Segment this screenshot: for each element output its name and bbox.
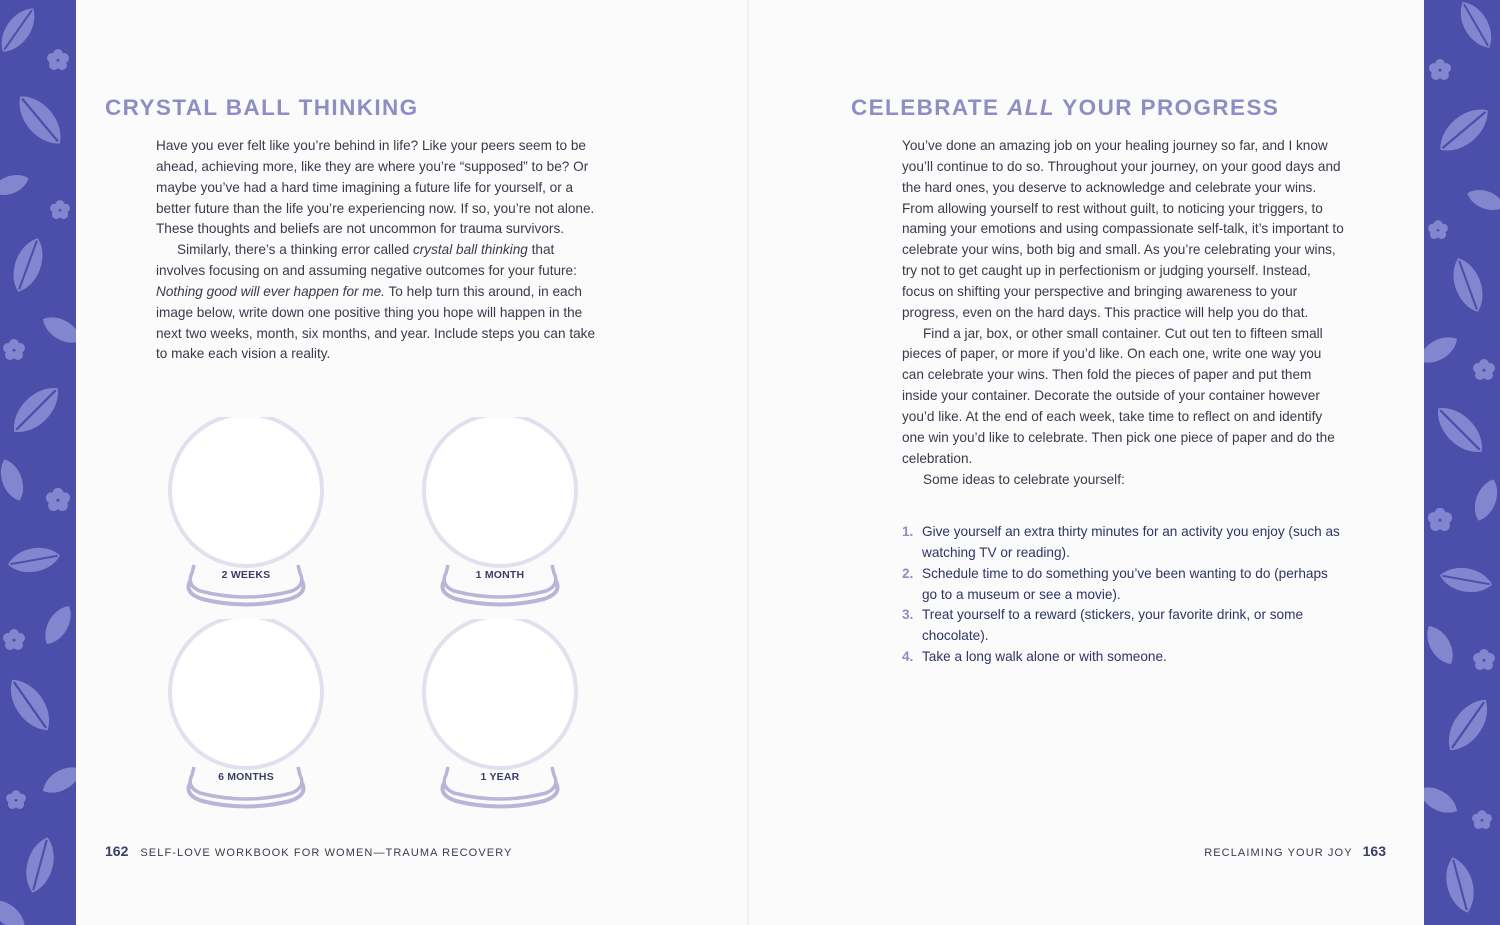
- list-text: Treat yourself to a reward (stickers, your favorite drink, or some chocolate).: [922, 607, 1304, 644]
- heading-part: CELEBRATE: [851, 95, 1008, 120]
- page-number: 163: [1362, 843, 1386, 859]
- globe-label: 1 YEAR: [480, 771, 520, 783]
- paragraph-crystal-ball: [156, 240, 601, 365]
- paragraph-intro: Have you ever felt like you’re behind in life? Like your peers seem to be ahead, achieving more, like they are where you’re “supposed” to be? Or maybe you’ve had a hard time imagining a future life for yourself, or a better future than the life you’re experiencing now. If so, you’re not alone. These thoughts and beliefs are not uncommon for trauma survivors.: [156, 138, 595, 237]
- leaf-pattern-icon: [0, 0, 76, 925]
- page-number: 162: [105, 843, 129, 859]
- list-number: 4.: [902, 649, 914, 665]
- heading-emphasis: ALL: [1007, 95, 1056, 120]
- footer-right: [1204, 843, 1386, 861]
- book-gutter: [747, 0, 749, 925]
- list-number: 2.: [902, 565, 914, 581]
- text-run: that involves focusing on and assuming negative outcomes for your future:: [156, 242, 577, 279]
- list-text: Schedule time to do something you’ve been wanting to do (perhaps go to a museum or see a movie).: [922, 565, 1328, 602]
- celebration-ideas-list: [902, 522, 1346, 668]
- decorative-leaf-border-right: [1424, 0, 1500, 925]
- section-heading-celebrate: [851, 95, 1279, 121]
- crystal-ball-6-months: [166, 619, 336, 809]
- left-body-text: [156, 136, 601, 365]
- italic-term: crystal ball thinking: [412, 242, 528, 258]
- list-item: [902, 564, 1346, 606]
- paragraph-celebrate-intro: You’ve done an amazing job on your healing journey so far, and I know you’ll continue to do so. Throughout your journey, on your good days and the hard ones, you deserve to acknowledge and celebrate your wins. From allowing yourself to rest without guilt, to noticing your triggers, to naming your emotions and using compassionate self-talk, it’s important to celebrate your wins, both big and small. As you’re celebrating your wins, try not to get caught up in perfectionism or judging yourself. Instead, focus on shifting your perspective and bringing awareness to your progress, even on the hard days. This practice will help you do that.: [902, 138, 1344, 320]
- list-item: [902, 605, 1346, 647]
- list-text: Give yourself an extra thirty minutes for an activity you enjoy (such as watching TV or reading).: [922, 524, 1340, 560]
- decorative-leaf-border-left: [0, 0, 76, 925]
- text-run: To help turn this around, in each image below, write down one positive thing you hope will happen in the next two weeks, month, six months, and year. Include steps you can take to make each vision a reality.: [156, 283, 596, 362]
- crystal-ball-1-year: [420, 619, 590, 809]
- list-number: 1.: [902, 524, 914, 539]
- italic-quote: Nothing good will ever happen for me.: [156, 283, 385, 299]
- paragraph-container-activity: Find a jar, box, or other small container. Cut out ten to fifteen small pieces of paper, or more if you’d like. On each one, write one way you can celebrate your wins. Then fold the pieces of paper and put them inside your container. Decorate the outside of your container however you’d like. At the end of each week, take time to reflect on and identify one win you’d like to celebrate. Then pick one piece of paper and do the celebration.: [902, 325, 1335, 466]
- globe-label: 2 WEEKS: [221, 569, 271, 581]
- right-body-text: [902, 136, 1345, 490]
- paragraph-ideas-lead: Some ideas to celebrate yourself:: [923, 471, 1125, 487]
- globe-label: 1 MONTH: [475, 569, 525, 581]
- list-text: Take a long walk alone or with someone.: [922, 649, 1167, 665]
- text-run: Similarly, there’s a thinking error called: [177, 242, 413, 258]
- running-title: RECLAIMING YOUR JOY: [1204, 847, 1353, 859]
- list-item: [902, 647, 1346, 668]
- crystal-ball-2-weeks: [166, 417, 336, 607]
- list-number: 3.: [902, 607, 914, 623]
- footer-left: [105, 843, 513, 861]
- crystal-ball-1-month: [420, 417, 590, 607]
- list-item: [902, 522, 1346, 564]
- section-heading-crystal-ball: CRYSTAL BALL THINKING: [105, 95, 419, 120]
- heading-part: YOUR PROGRESS: [1055, 95, 1280, 120]
- leaf-pattern-icon: [1424, 0, 1500, 925]
- running-title: SELF-LOVE WORKBOOK FOR WOMEN—TRAUMA RECOVERY: [140, 847, 513, 859]
- globe-label: 6 MONTHS: [218, 771, 274, 783]
